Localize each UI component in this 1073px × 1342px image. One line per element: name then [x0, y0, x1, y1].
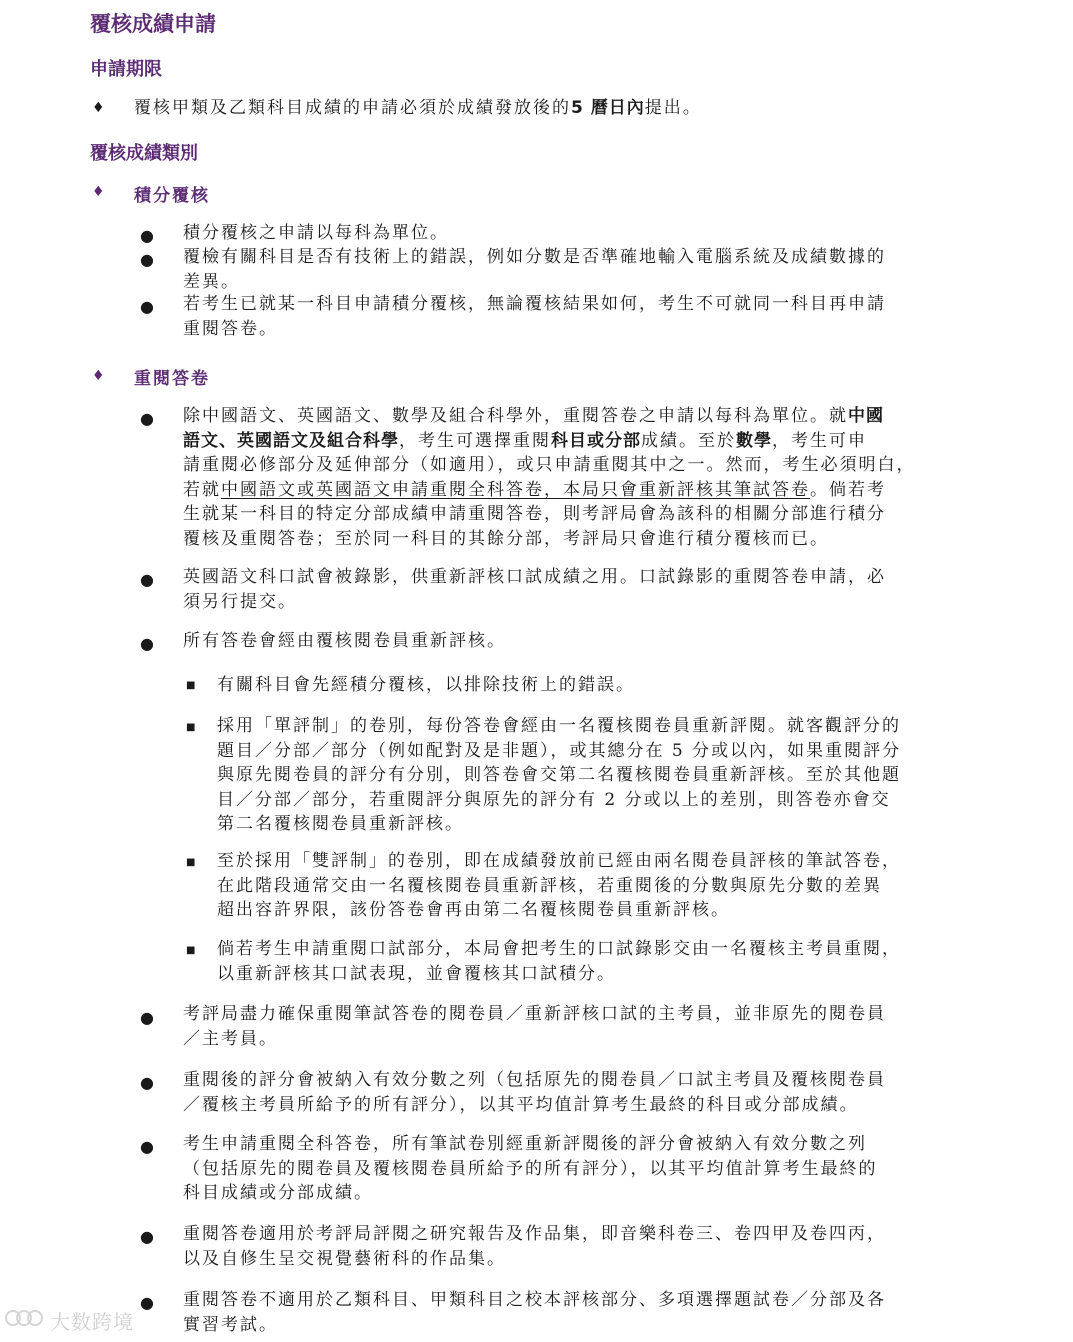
dot-bullet-icon: ●	[140, 226, 154, 245]
dot-bullet-icon: ●	[140, 297, 154, 316]
diamond-bullet-icon: ♦	[92, 184, 105, 200]
sub-list-item: 有關科目會先經積分覆核，以排除技術上的錯誤。	[217, 675, 635, 695]
list-item: 重閱答卷不適用於乙類科目、甲類科目之校本評核部分、多項選擇題試卷／分部及各 實習考試。	[183, 1290, 886, 1335]
dot-bullet-icon: ●	[140, 1008, 154, 1027]
subsection-heading-remarking: 重閱答卷	[134, 369, 210, 389]
square-bullet-icon: ■	[186, 680, 196, 691]
dot-bullet-icon: ●	[140, 634, 154, 653]
period-item: 覆核甲類及乙類科目成績的申請必須於成績發放後的5 曆日內提出。	[134, 98, 702, 118]
remarking-paragraph-3: 所有答卷會經由覆核閱卷員重新評核。	[183, 631, 506, 651]
list-item: 考評局盡力確保重閱筆試答卷的閱卷員／重新評核口試的主考員，並非原先的閱卷員 ／主考員。	[183, 1004, 886, 1049]
sub-list-item: 採用「單評制」的卷別，每份答卷會經由一名覆核閱卷員重新評閱。就客觀評分的 題目／分部／部分（例如配對及是非題），或其總分在 5 分或以內，如果重閱評分 與原先閱卷員的評分有分別，則答卷會交第二名覆核閱卷員重新評核。至於其他題 目／分部／部分，若重閱評分與原先的評分有 2 分或以上的差別，則答卷亦會交 第二名覆核閱卷員重新評核。	[217, 716, 902, 834]
square-bullet-icon: ■	[186, 945, 196, 956]
sub-list-item: 倘若考生申請重閱口試部分，本局會把考生的口試錄影交由一名覆核主考員重閱， 以重新評核其口試表現，並會覆核其口試積分。	[217, 939, 901, 984]
list-item: 若考生已就某一科目申請積分覆核，無論覆核結果如何，考生不可就同一科目再申請 重閱答卷。	[183, 294, 886, 339]
watermark-text: 大数跨境	[50, 1310, 134, 1334]
list-item: 重閱後的評分會被納入有效分數之列（包括原先的閱卷員／口試主考員及覆核閱卷員 ／覆核主考員所給予的所有評分），以其平均值計算考生最終的科目或分部成績。	[183, 1070, 886, 1115]
dot-bullet-icon: ●	[140, 570, 154, 589]
dot-bullet-icon: ●	[140, 1073, 154, 1092]
dot-bullet-icon: ●	[140, 1137, 154, 1156]
dot-bullet-icon: ●	[140, 1293, 154, 1312]
diamond-bullet-icon: ♦	[92, 368, 105, 384]
list-item: 考生申請重閱全科答卷，所有筆試卷別經重新評閱後的評分會被納入有效分數之列 （包括原先的閱卷員及覆核閱卷員所給予的所有評分），以其平均值計算考生最終的 科目成績或分部成績。	[183, 1134, 878, 1203]
section-heading-period: 申請期限	[90, 59, 162, 80]
list-item: 積分覆核之申請以每科為單位。	[183, 223, 449, 243]
page-title: 覆核成績申請	[90, 12, 216, 36]
dot-bullet-icon: ●	[140, 409, 154, 428]
sub-list-item: 至於採用「雙評制」的卷別，即在成績發放前已經由兩名閱卷員評核的筆試答卷， 在此階段通常交由一名覆核閱卷員重新評核，若重閱後的分數與原先分數的差異 超出容許界限，該份答卷會再由第二名覆核閱卷員重新評核。	[217, 851, 901, 920]
remarking-paragraph-1: 除中國語文、英國語文、數學及組合科學外，重閱答卷之申請以每科為單位。就中國 語文、英國語文及組合科學，考生可選擇重閱科目或分部成績。至於數學，考生可申 請重閱必修部分及延伸部分（如適用），或只申請重閱其中之一。然而，考生必須明白， 若就中國語文或英國語文申請重閱全科答卷，本局只會重新評核其筆試答卷。倘若考 生就某一科目的特定分部成績申請重閱答卷，則考評局會為該科的相關分部進行積分 覆核及重閱答卷；至於同一科目的其餘分部，考評局只會進行積分覆核而已。	[183, 406, 916, 549]
section-heading-types: 覆核成績類別	[90, 143, 198, 164]
list-item: 覆檢有關科目是否有技術上的錯誤，例如分數是否準確地輸入電腦系統及成績數據的 差異。	[183, 247, 886, 292]
subsection-heading-rechecking: 積分覆核	[134, 186, 210, 206]
watermark-logo-icon	[4, 1306, 48, 1332]
square-bullet-icon: ■	[186, 857, 196, 868]
list-item: 重閱答卷適用於考評局評閱之研究報告及作品集，即音樂科卷三、卷四甲及卷四丙， 以及自修生呈交視覺藝術科的作品集。	[183, 1224, 886, 1269]
dot-bullet-icon: ●	[140, 250, 154, 269]
remarking-paragraph-2: 英國語文科口試會被錄影，供重新評核口試成績之用。口試錄影的重閱答卷申請，必 須另行提交。	[183, 567, 886, 612]
diamond-bullet-icon: ♦	[92, 100, 105, 116]
dot-bullet-icon: ●	[140, 1227, 154, 1246]
square-bullet-icon: ■	[186, 722, 196, 733]
